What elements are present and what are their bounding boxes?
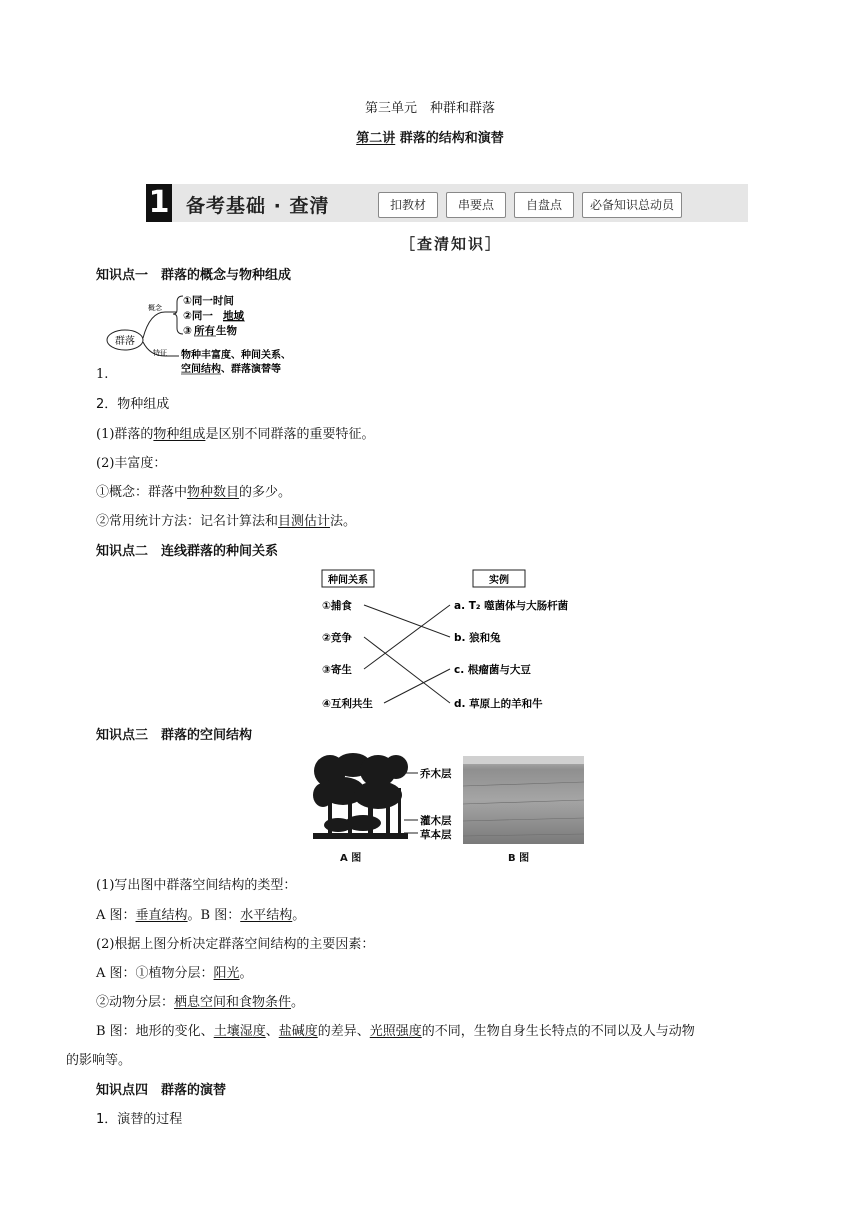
branch1-label: 概念: [148, 304, 162, 312]
feature-line-2-rest: 、群落演替等: [221, 364, 281, 375]
brace: [173, 296, 183, 334]
relation-predation: ①捕食: [322, 600, 352, 612]
kp3-title: 知识点三 群落的空间结构: [96, 728, 253, 743]
item-1-number: 1.: [96, 367, 109, 382]
kp1-para-3: ①概念：群落中物种数目的多少。: [96, 485, 292, 500]
kp3-q1: (1)写出图中群落空间结构的类型：: [96, 878, 297, 893]
forest-layers-image: [308, 753, 463, 848]
example-d: d. 草原上的羊和牛: [454, 698, 543, 710]
tab-textbook[interactable]: 扣教材: [378, 192, 438, 218]
lecture-number: 第二讲: [356, 131, 396, 146]
example-b: b. 狼和兔: [454, 632, 501, 644]
concept-diagram: [105, 290, 335, 378]
relation-parasitism: ③寄生: [322, 664, 352, 676]
link-predation-b: [364, 605, 450, 637]
relation-matching-diagram: [318, 568, 598, 718]
concept-item-2-u: 地域: [223, 310, 244, 322]
kp3-b-line2: 的影响等。: [66, 1053, 132, 1068]
unit-heading: 第三单元 种群和群落: [364, 101, 495, 116]
tab-key-points[interactable]: 串要点: [446, 192, 506, 218]
lecture-title: 群落的结构和演替: [399, 131, 504, 146]
banner-number: 1: [146, 184, 172, 222]
kp4-item-1: 1．演替的过程: [96, 1112, 183, 1127]
branch1-line: [143, 312, 177, 338]
feature-line-2-u: 空间结构: [181, 364, 221, 375]
kp3-q2: (2)根据上图分析决定群落空间结构的主要因素：: [96, 937, 375, 952]
kp3-b-line1: B 图：地形的变化、土壤湿度、盐碱度的差异、光照强度的不同，生物自身生长特点的不同以及人与动物: [96, 1024, 695, 1039]
link-parasitism-a: [364, 605, 450, 669]
layer-tree: 乔木层: [420, 768, 452, 780]
kp2-title: 知识点二 连线群落的种间关系: [96, 544, 279, 559]
center-label: 群落: [115, 336, 135, 347]
relation-mutualism: ④互利共生: [322, 698, 373, 710]
kp3-a3: ②动物分层：栖息空间和食物条件。: [96, 995, 305, 1010]
kp3-a1: A 图：垂直结构。B 图：水平结构。: [96, 908, 306, 923]
kp1-para-2: (2)丰富度：: [96, 456, 167, 471]
example-a: a. T₂ 噬菌体与大肠杆菌: [454, 600, 569, 612]
grassland-image: [463, 756, 584, 844]
item-2-heading: 2．物种组成: [96, 397, 170, 412]
link-competition-d: [364, 637, 450, 703]
kp1-para-4: ②常用统计方法：记名计算法和目测估计法。: [96, 514, 357, 529]
caption-a: A 图: [340, 853, 362, 864]
kp1-title: 知识点一 群落的概念与物种组成: [96, 268, 292, 283]
sub-banner: ［查清知识］: [400, 235, 503, 253]
concept-item-2: ②同一: [183, 310, 213, 322]
concept-item-3: ③: [183, 325, 192, 337]
branch2-label: 特征: [153, 349, 167, 357]
kp4-title: 知识点四 群落的演替: [96, 1083, 227, 1098]
concept-item-3-rest: 生物: [216, 325, 237, 337]
tab-essential-knowledge[interactable]: 必备知识总动员: [582, 192, 682, 218]
concept-item-3-u: 所有: [194, 325, 215, 337]
left-header: 种间关系: [328, 575, 368, 586]
concept-item-1: ①同一时间: [183, 295, 234, 307]
example-c: c. 根瘤菌与大豆: [454, 664, 531, 676]
link-mutualism-c: [384, 669, 450, 703]
caption-b: B 图: [508, 853, 530, 864]
kp1-para-1: (1)群落的物种组成是区别不同群落的重要特征。: [96, 427, 375, 442]
tab-self-check[interactable]: 自盘点: [514, 192, 574, 218]
lecture-heading: [0, 127, 860, 146]
banner-title: 备考基础 · 查清: [186, 195, 330, 217]
kp3-a2: A 图：①植物分层：阳光。: [96, 966, 253, 981]
layer-shrub: 灌木层: [420, 815, 452, 827]
relation-competition: ②竞争: [322, 632, 352, 644]
right-header: 实例: [489, 575, 509, 586]
feature-line-1: 物种丰富度、种间关系、: [181, 350, 291, 361]
layer-herb: 草本层: [420, 829, 452, 841]
